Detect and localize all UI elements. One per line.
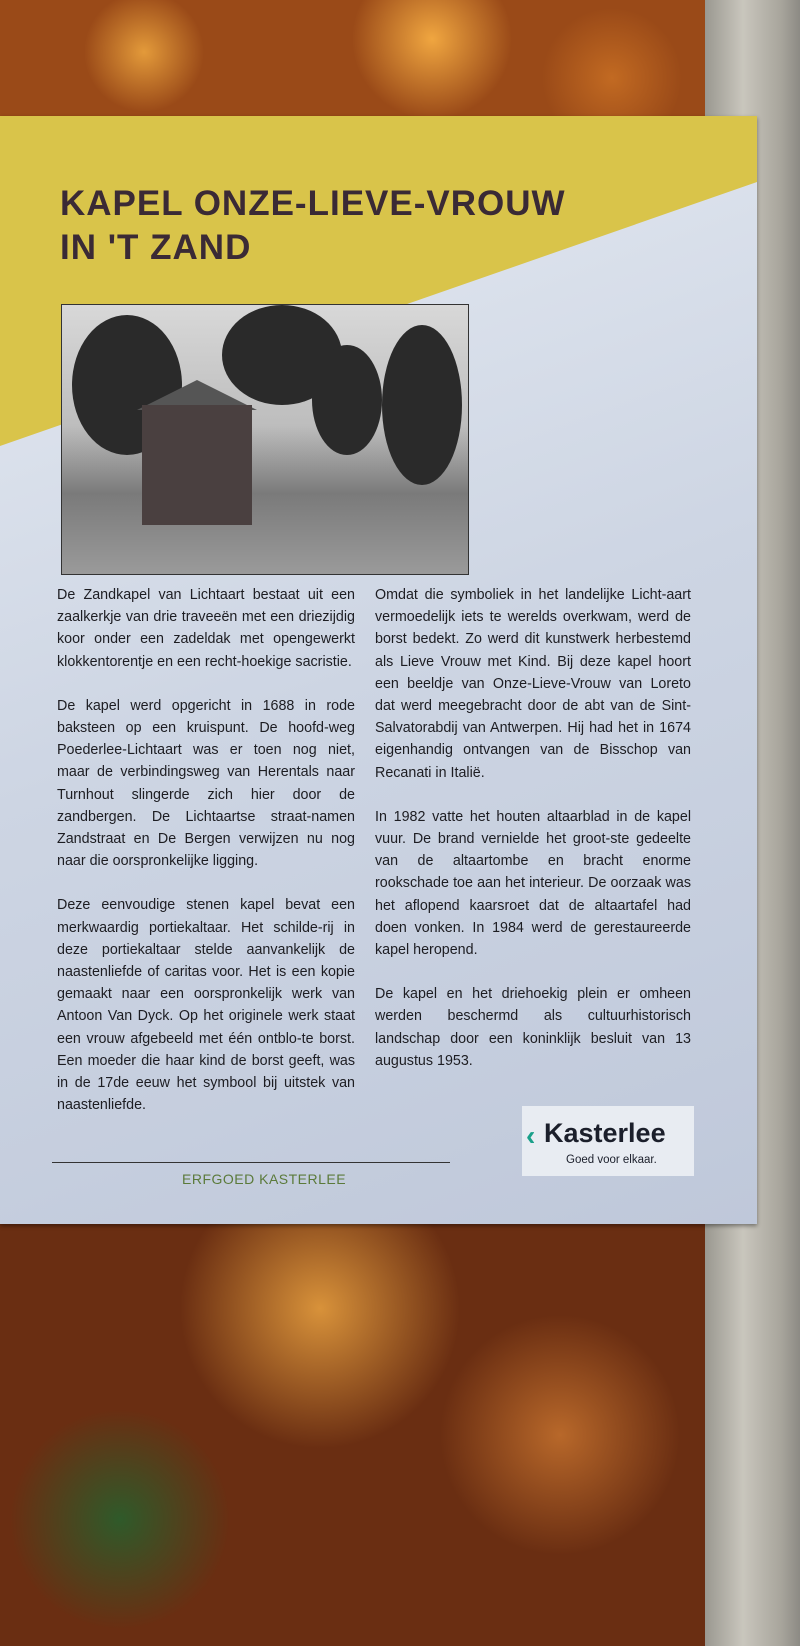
footer-divider — [52, 1162, 450, 1163]
text-column-left — [57, 584, 355, 1138]
kasterlee-k-icon: ‹ — [526, 1120, 536, 1151]
sign-title — [60, 182, 566, 270]
historic-chapel-photo — [61, 304, 469, 575]
photo-chapel — [142, 405, 252, 525]
logo-tagline: Goed voor elkaar. — [566, 1154, 657, 1166]
text-column-right — [375, 584, 691, 1094]
paragraph: De Zandkapel van Lichtaart bestaat uit een zaalkerkje van drie traveeën met een driezijdig koor onder een zadeldak met opengewerkt klokkentorentje en een recht-hoekige sacristie. — [57, 587, 355, 670]
photo-tree — [312, 345, 382, 455]
kasterlee-logo — [522, 1106, 694, 1176]
info-sign — [0, 116, 757, 1224]
footer-label: ERFGOED KASTERLEE — [182, 1171, 347, 1187]
title-line-1: KAPEL ONZE-LIEVE-VROUW — [60, 184, 566, 223]
paragraph: Deze eenvoudige stenen kapel bevat een merkwaardig portiekaltaar. Het schilde-rij in deze portiekaltaar stelde aanvankelijk de naastenliefde of caritas voor. Het is een kopie gemaakt naar een oorspronkelijk werk van Antoon Van Dyck. Op het originele werk staat een vrouw afgebeeld met één ontblo-te borst. Een moeder die haar kind de borst geeft, was in de 17de eeuw het symbool bij uitstek van naastenliefde. — [57, 897, 355, 1114]
paragraph: In 1982 vatte het houten altaarblad in de kapel vuur. De brand vernielde het groot-ste gedeelte van de altaartombe en bracht enorme rookschade toe aan het interieur. De oorzaak was het aflopend kaarsroet dat de altaartafel had doen vonken. In 1984 werd de gerestaureerde kapel heropend. — [375, 808, 691, 959]
paragraph: De kapel werd opgericht in 1688 in rode baksteen op een kruispunt. De hoofd-weg Poederlee-Lichtaart was er toen nog niet, maar de verbindingsweg van Herentals naar Turnhout slingerde zich hier door de zandbergen. De Lichtaartse straat-namen Zandstraat en De Bergen verwijzen nu nog naar die oorspronkelijke ligging. — [57, 697, 355, 870]
title-line-2: IN 'T ZAND — [60, 228, 252, 267]
paragraph: De kapel en het driehoekig plein er omheen werden beschermd als cultuurhistorisch landschap door een koninklijk besluit van 13 augustus 1953. — [375, 986, 691, 1069]
photo-tree — [382, 325, 462, 485]
autumn-leaves-ground — [0, 1224, 800, 1646]
autumn-foliage-top — [0, 0, 720, 130]
paragraph: Omdat die symboliek in het landelijke Licht-aart vermoedelijk iets te werelds overkwam, werd de borst bedekt. Zo werd dit kunstwerk herbestemd als Lieve Vrouw met Kind. Bij deze kapel hoort een beeldje van Onze-Lieve-Vrouw van Loreto dat werd meegebracht door de abt van de Sint-Salvatorabdij van Antwerpen. Hij had het in 1674 eigenhandig ontvangen van de Bisschop van Recanati in Italië. — [375, 587, 691, 781]
logo-name: Kasterlee — [544, 1118, 666, 1148]
